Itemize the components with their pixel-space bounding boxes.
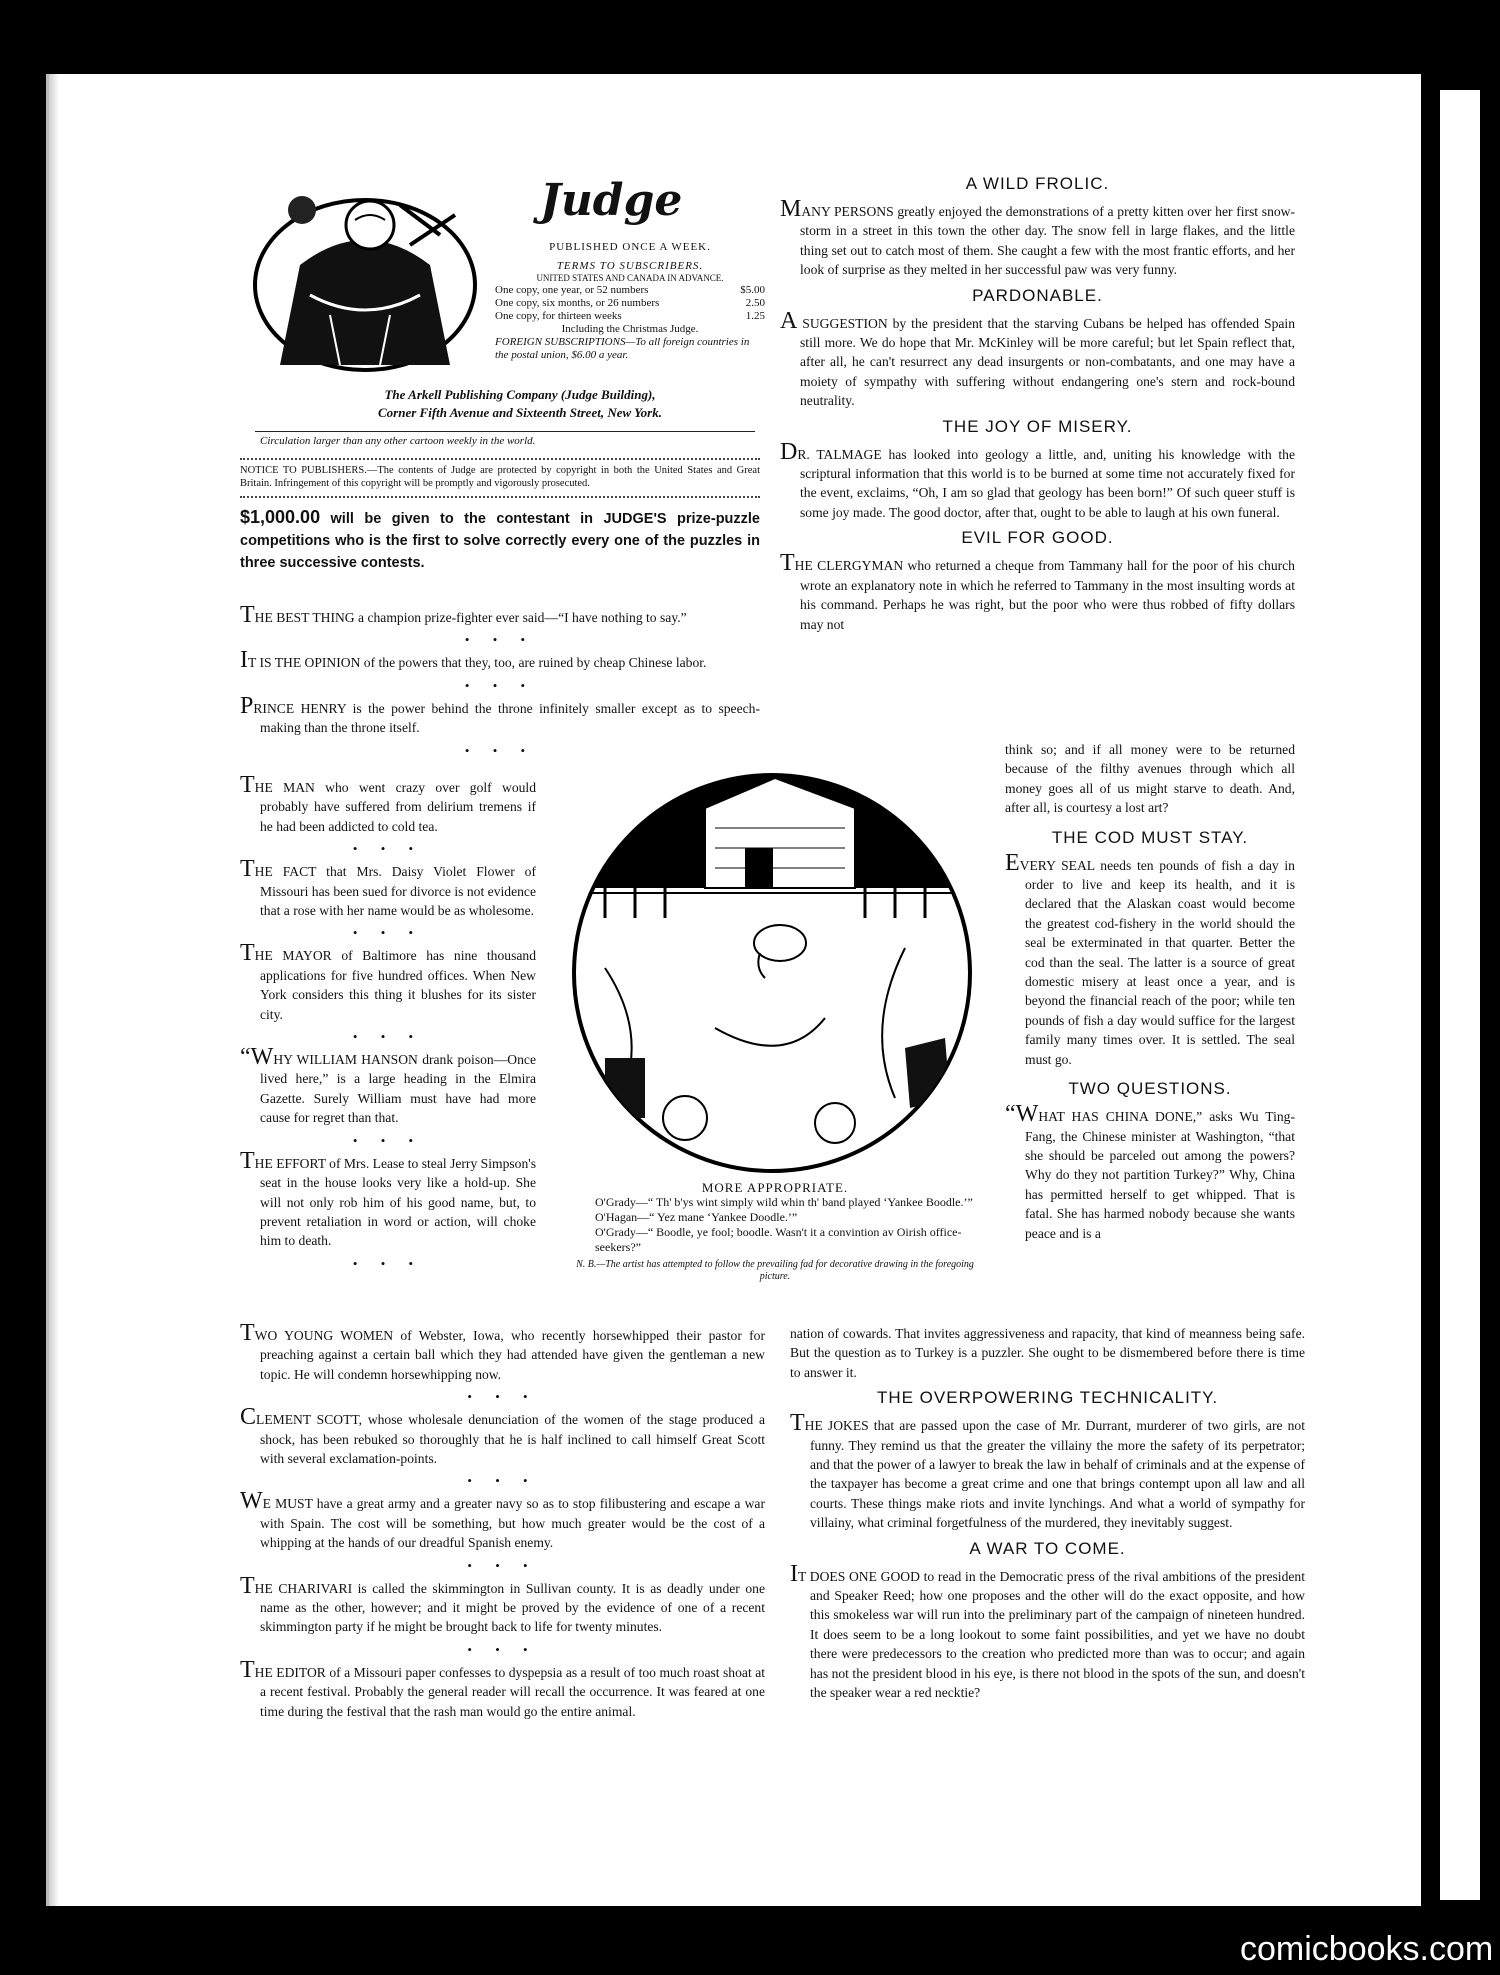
cartoon-illustration <box>565 768 980 1178</box>
divider <box>240 496 760 498</box>
published-line: PUBLISHED ONCE A WEEK. <box>549 241 711 253</box>
prize-announcement: $1,000.00 will be given to the contestant in JUDGE'S prize-puzzle competitions who is the first to solve correctly every one of the puzzles in three successive contests. <box>240 507 760 571</box>
list-item: PRINCE HENRY is the power behind the throne infinitely smaller except as to speech-making than the throne itself. <box>240 692 760 736</box>
list-item: THE CHARIVARI is called the skimmington in Sullivan county. It is as deadly under one name as the other, however; and it might be proved by the evidence of one of a recent skimmington party if he might be brought back to life for twenty minutes. <box>240 1572 765 1635</box>
list-item: IT IS THE OPINION of the powers that they, too, are ruined by cheap Chinese labor. <box>240 647 707 674</box>
left-column <box>240 454 760 580</box>
cartoon-caption <box>565 1180 985 1283</box>
separator: • • • <box>464 677 536 693</box>
separator: • • • <box>352 1132 424 1148</box>
separator: • • • <box>467 1557 538 1573</box>
article-paragraph: nation of cowards. That invites aggressiveness and rapacity, that kind of meanness being safe. But the question as to Turkey is a puzzler. She ought to be dismembered before there is time to answer it. <box>790 1326 1305 1380</box>
publisher-line: The Arkell Publishing Company (Judge Building), <box>384 387 656 402</box>
separator: • • • <box>464 632 536 648</box>
separator: • • • <box>352 841 424 857</box>
section-title: THE JOY OF MISERY. <box>942 416 1133 436</box>
list-item: THE EFFORT of Mrs. Lease to steal Jerry Simpson's seat in the house looks very like a hold-up. She will not only rob him of his good name, but, to prevent retaliation in word or action, will choke him to death. <box>240 1147 536 1249</box>
separator: • • • <box>464 742 536 758</box>
judge-mascot-illustration <box>240 175 490 375</box>
left-column-items <box>240 602 760 762</box>
section-title: PARDONABLE. <box>972 285 1103 305</box>
circulation-line: Circulation larger than any other cartoon weekly in the world. <box>260 435 536 447</box>
separator: • • • <box>352 1029 424 1045</box>
cartoon-title: MORE APPROPRIATE. <box>701 1180 849 1195</box>
rate-row: One copy, one year, or 52 numbers $5.00 <box>495 284 765 296</box>
list-item: THE BEST THING a champion prize-fighter ever said—“I have nothing to say.” <box>240 602 687 628</box>
divider <box>255 431 755 432</box>
caption-line: O'Grady—“ Th' b'ys wint simply wild whin th' band played ‘Yankee Boodle.’” <box>595 1195 973 1209</box>
masthead <box>240 165 765 465</box>
separator: • • • <box>467 1473 538 1489</box>
section-title: TWO QUESTIONS. <box>1068 1079 1232 1099</box>
right-column <box>780 168 1295 640</box>
us-canada-line: UNITED STATES AND CANADA IN ADVANCE. <box>536 273 724 283</box>
article-paragraph: MANY PERSONS greatly enjoyed the demonstrations of a pretty kitten over her first snow-storm in a street in this town the other day. The snow fell in large flakes, and the little thing set out to catch most of them. She caught a few with the most frantic efforts, and her look of surprise as they melted in her successful paw was very funny. <box>780 196 1296 278</box>
caption-line: O'Grady—“ Boodle, ye fool; boodle. Wasn't it a convintion av Oirish office-seekers?” <box>595 1225 962 1254</box>
notice-to-publishers: NOTICE TO PUBLISHERS.—The contents of Judge are protected by copyright in both the United States and Great Britain. Infringement of this copyright will be promptly and vigorously prosecuted. <box>240 465 760 489</box>
list-item: THE MAN who went crazy over golf would probably have suffered from delirium tremens if he had been addicted to cold tea. <box>240 772 536 834</box>
article-paragraph: IT DOES ONE GOOD to read in the Democratic press of the rival ambitions of the president and Speaker Reed; how one proposes and the other will do the exact opposite, and how this smokeless war will run into the preliminary part of the campaign of nineteen hundred. It does seem to be a long lookout to some faint possibilities, and yet we have no doubt there were predecessors to the creation who predicted more than was to occur; and again has not the president blood in his eye, is there not blood in the spots of the sun, and doesn't the speaker wear a red necktie? <box>790 1560 1305 1701</box>
separator: • • • <box>352 1255 424 1271</box>
article-paragraph: “WHAT HAS CHINA DONE,” asks Wu Ting-Fang, the Chinese minister at Washington, “that she should be parceled out among the powers? Why do they not partition Turkey?” Why, China has permitted herself to get whipped. That is fatal. She has harmed nobody because she wants peace and is a <box>1005 1101 1295 1241</box>
left-lower-column <box>240 1320 766 1727</box>
article-paragraph: EVERY SEAL needs ten pounds of fish a day in order to live and keep its health, and it is declared that the Alaskan coast would become the greatest cod-fishery in the world should the seal be exterminated in that quarter. Better the cod than the seal. The latter is a source of great domestic misery at least once a year, and is beyond the financial reach of the poor; while ten pounds of fish a day would suffice for the largest family many times over. It is settled. The seal must go. <box>1005 849 1295 1067</box>
rate-row: One copy, for thirteen weeks 1.25 <box>495 310 765 322</box>
source-watermark: comicbooks.com <box>1240 1930 1494 1968</box>
masthead-title: Judge <box>540 175 683 226</box>
list-item: TWO YOUNG WOMEN of Webster, Iowa, who recently horsewhipped their pastor for preaching against a certain ball which they had attended have given the gentleman a new topic. He will condemn horsewhipping now. <box>240 1320 765 1382</box>
section-title: A WAR TO COME. <box>969 1538 1126 1558</box>
caption-line: O'Hagan—“ Yez mane ‘Yankee Doodle.’” <box>595 1210 798 1224</box>
address-line: Corner Fifth Avenue and Sixteenth Street, New York. <box>378 405 662 420</box>
list-item: THE MAYOR of Baltimore has nine thousand applications for five hundred offices. When New York considers this thing it blushes for its sister city. <box>240 940 536 1022</box>
right-narrow-column <box>1005 740 1295 1249</box>
article-paragraph: THE CLERGYMAN who returned a cheque from Tammany hall for the poor of his church wrote an explanatory note in which he referred to Tammany in the most insulting words at his command. Perhaps he was right, but the poor who were thus robbed of fifty dollars may not <box>780 550 1295 632</box>
separator: • • • <box>467 1641 538 1657</box>
article-paragraph: DR. TALMAGE has looked into geology a little, and, uniting his knowledge with the scriptural information that this world is to be burned at some time not accurately fixed for the event, exclaims, “Oh, I am so glad that geology has been born!” Of such queer stuff is some joy made. The good doctor, after that, ought to be able to laugh at his own funeral. <box>780 438 1295 520</box>
section-title: THE OVERPOWERING TECHNICALITY. <box>876 1388 1219 1408</box>
article-paragraph: think so; and if all money were to be returned because of the filthy avenues through which all money goes all of us might starve to death. And, after all, is courtesy a lost art? <box>1005 742 1295 816</box>
section-title: EVIL FOR GOOD. <box>961 528 1114 548</box>
list-item: “WHY WILLIAM HANSON drank poison—Once lived here,” is a large heading in the Elmira Gazette. Surely William must have had more cause for regret than that. <box>240 1044 536 1126</box>
separator: • • • <box>352 925 424 941</box>
adjacent-page-edge <box>1440 90 1480 1900</box>
article-paragraph: THE JOKES that are passed upon the case of Mr. Durrant, murderer of two girls, are not funny. They remind us that the greater the villainy the more the safety of its perpetrator; and that the power of a lawyer to break the law in behalf of criminals and at the expense of the taxpayer has become a great crime and one that brings contempt upon all law and all courts. These things make riots and invite lynchings. And what a world of sympathy for villainy, what criminal forgetfulness of the murdered, they inevitably suggest. <box>790 1410 1305 1531</box>
rate-row: One copy, six months, or 26 numbers 2.50 <box>495 297 765 309</box>
list-item: THE FACT that Mrs. Daisy Violet Flower of Missouri has been sued for divorce is not evidence that a rose with her name would be as wholesome. <box>240 856 537 919</box>
artist-note: N. B.—The artist has attempted to follow the prevailing fad for decorative drawing in the foregoing picture. <box>576 1259 974 1282</box>
cartoon <box>565 768 980 1178</box>
section-title: THE COD MUST STAY. <box>1051 827 1249 847</box>
right-lower-column <box>790 1324 1305 1709</box>
divider <box>240 458 760 460</box>
left-narrow-column <box>240 772 537 1275</box>
section-title: A WILD FROLIC. <box>965 174 1110 193</box>
separator: • • • <box>467 1389 538 1405</box>
list-item: CLEMENT SCOTT, whose wholesale denunciation of the women of the stage produced a shock, has been rebuked so thoroughly that he is half inclined to call himself Great Scott with several exclamation-points. <box>240 1404 765 1467</box>
foreign-line: FOREIGN SUBSCRIPTIONS—To all foreign countries in the postal union, $6.00 a year. <box>495 336 750 361</box>
list-item: WE MUST have a great army and a greater navy so as to stop filibustering and escape a war with Spain. The cost will be something, but how much greater would be the cost of a whipping at the hands of our dreadful Spanish enemy. <box>240 1488 765 1551</box>
terms-heading: TERMS TO SUBSCRIBERS. <box>556 260 704 272</box>
list-item: THE EDITOR of a Missouri paper confesses to dyspepsia as a result of too much roast shoat at a recent festival. Probably the general reader will recall the occurrence. It was feared at one time during the festival that the rash man would go the entire animal. <box>240 1656 766 1719</box>
including-line: Including the Christmas Judge. <box>561 323 699 335</box>
article-paragraph: A SUGGESTION by the president that the starving Cubans be helped has offended Spain still more. We do hope that Mr. McKinley will be more careful; but let Spain reflect that, after all, he can't resurrect any dead insurgents or non-combatants, and one may have a moiety of sympathy with suffering without endangering one's stern and rock-bound neutrality. <box>780 307 1295 409</box>
